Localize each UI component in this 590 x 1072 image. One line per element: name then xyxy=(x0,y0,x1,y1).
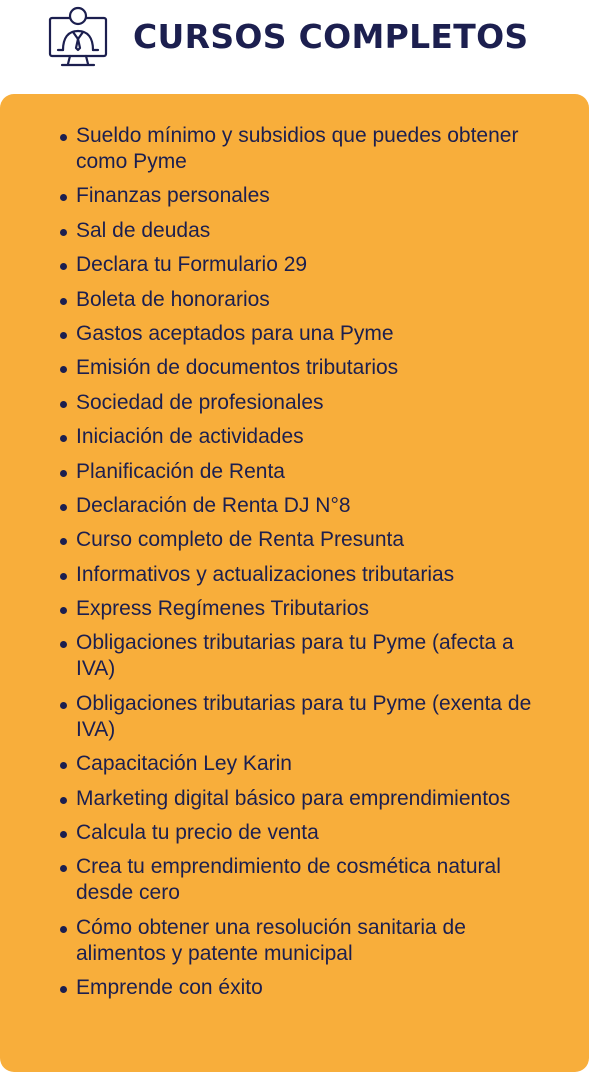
course-label: Iniciación de actividades xyxy=(76,425,304,449)
course-label: Declaración de Renta DJ N°8 xyxy=(76,493,351,517)
course-list xyxy=(60,123,540,1010)
list-item xyxy=(60,527,540,553)
bullet-icon xyxy=(60,573,67,580)
teacher-monitor-icon xyxy=(46,4,110,68)
bullet-icon xyxy=(60,926,67,933)
list-item xyxy=(60,915,540,967)
course-label: Obligaciones tributarias para tu Pyme (afecta a IVA) xyxy=(76,631,514,681)
course-label: Calcula tu precio de venta xyxy=(76,821,319,845)
course-label: Curso completo de Renta Presunta xyxy=(76,528,405,552)
bullet-icon xyxy=(60,194,67,201)
course-label: Express Regímenes Tributarios xyxy=(76,597,369,621)
bullet-icon xyxy=(60,263,67,270)
bullet-icon xyxy=(60,504,67,511)
course-label: Cómo obtener una resolución sanitaria de alimentos y patente municipal xyxy=(76,915,466,965)
list-item xyxy=(60,630,540,682)
course-label: Planificación de Renta xyxy=(76,459,285,483)
course-label: Sal de deudas xyxy=(76,218,211,242)
bullet-icon xyxy=(60,702,67,709)
list-item xyxy=(60,252,540,278)
bullet-icon xyxy=(60,470,67,477)
bullet-icon xyxy=(60,332,67,339)
bullet-icon xyxy=(60,607,67,614)
bullet-icon xyxy=(60,366,67,373)
course-label: Capacitación Ley Karin xyxy=(76,752,292,776)
bullet-icon xyxy=(60,762,67,769)
list-item xyxy=(60,786,540,812)
bullet-icon xyxy=(60,538,67,545)
course-label: Obligaciones tributarias para tu Pyme (exenta de IVA) xyxy=(76,691,532,741)
bullet-icon xyxy=(60,134,67,141)
course-label: Finanzas personales xyxy=(76,184,270,208)
course-label: Marketing digital básico para emprendimientos xyxy=(76,786,511,810)
list-item xyxy=(60,355,540,381)
list-item xyxy=(60,424,540,450)
bullet-icon xyxy=(60,401,67,408)
list-item xyxy=(60,820,540,846)
list-item xyxy=(60,596,540,622)
bullet-icon xyxy=(60,797,67,804)
list-item xyxy=(60,287,540,313)
course-label: Boleta de honorarios xyxy=(76,287,270,311)
bullet-icon xyxy=(60,641,67,648)
bullet-icon xyxy=(60,986,67,993)
course-label: Sociedad de profesionales xyxy=(76,390,324,414)
list-item xyxy=(60,691,540,743)
list-item xyxy=(60,183,540,209)
list-item xyxy=(60,975,540,1001)
list-item xyxy=(60,390,540,416)
course-label: Informativos y actualizaciones tributarias xyxy=(76,562,455,586)
bullet-icon xyxy=(60,229,67,236)
header xyxy=(0,0,590,80)
bullet-icon xyxy=(60,298,67,305)
course-label: Crea tu emprendimiento de cosmética natural desde cero xyxy=(76,855,501,905)
bullet-icon xyxy=(60,435,67,442)
course-label: Emprende con éxito xyxy=(76,976,263,1000)
page-title: CURSOS COMPLETOS xyxy=(133,17,529,56)
list-item xyxy=(60,751,540,777)
bullet-icon xyxy=(60,831,67,838)
list-item xyxy=(60,493,540,519)
course-label: Declara tu Formulario 29 xyxy=(76,253,308,277)
list-item xyxy=(60,218,540,244)
list-item xyxy=(60,854,540,906)
list-item xyxy=(60,123,540,175)
course-label: Gastos aceptados para una Pyme xyxy=(76,321,394,345)
list-item xyxy=(60,459,540,485)
course-label: Emisión de documentos tributarios xyxy=(76,356,399,380)
course-label: Sueldo mínimo y subsidios que puedes obtener como Pyme xyxy=(76,124,519,173)
list-item xyxy=(60,321,540,347)
bullet-icon xyxy=(60,865,67,872)
list-item xyxy=(60,562,540,588)
